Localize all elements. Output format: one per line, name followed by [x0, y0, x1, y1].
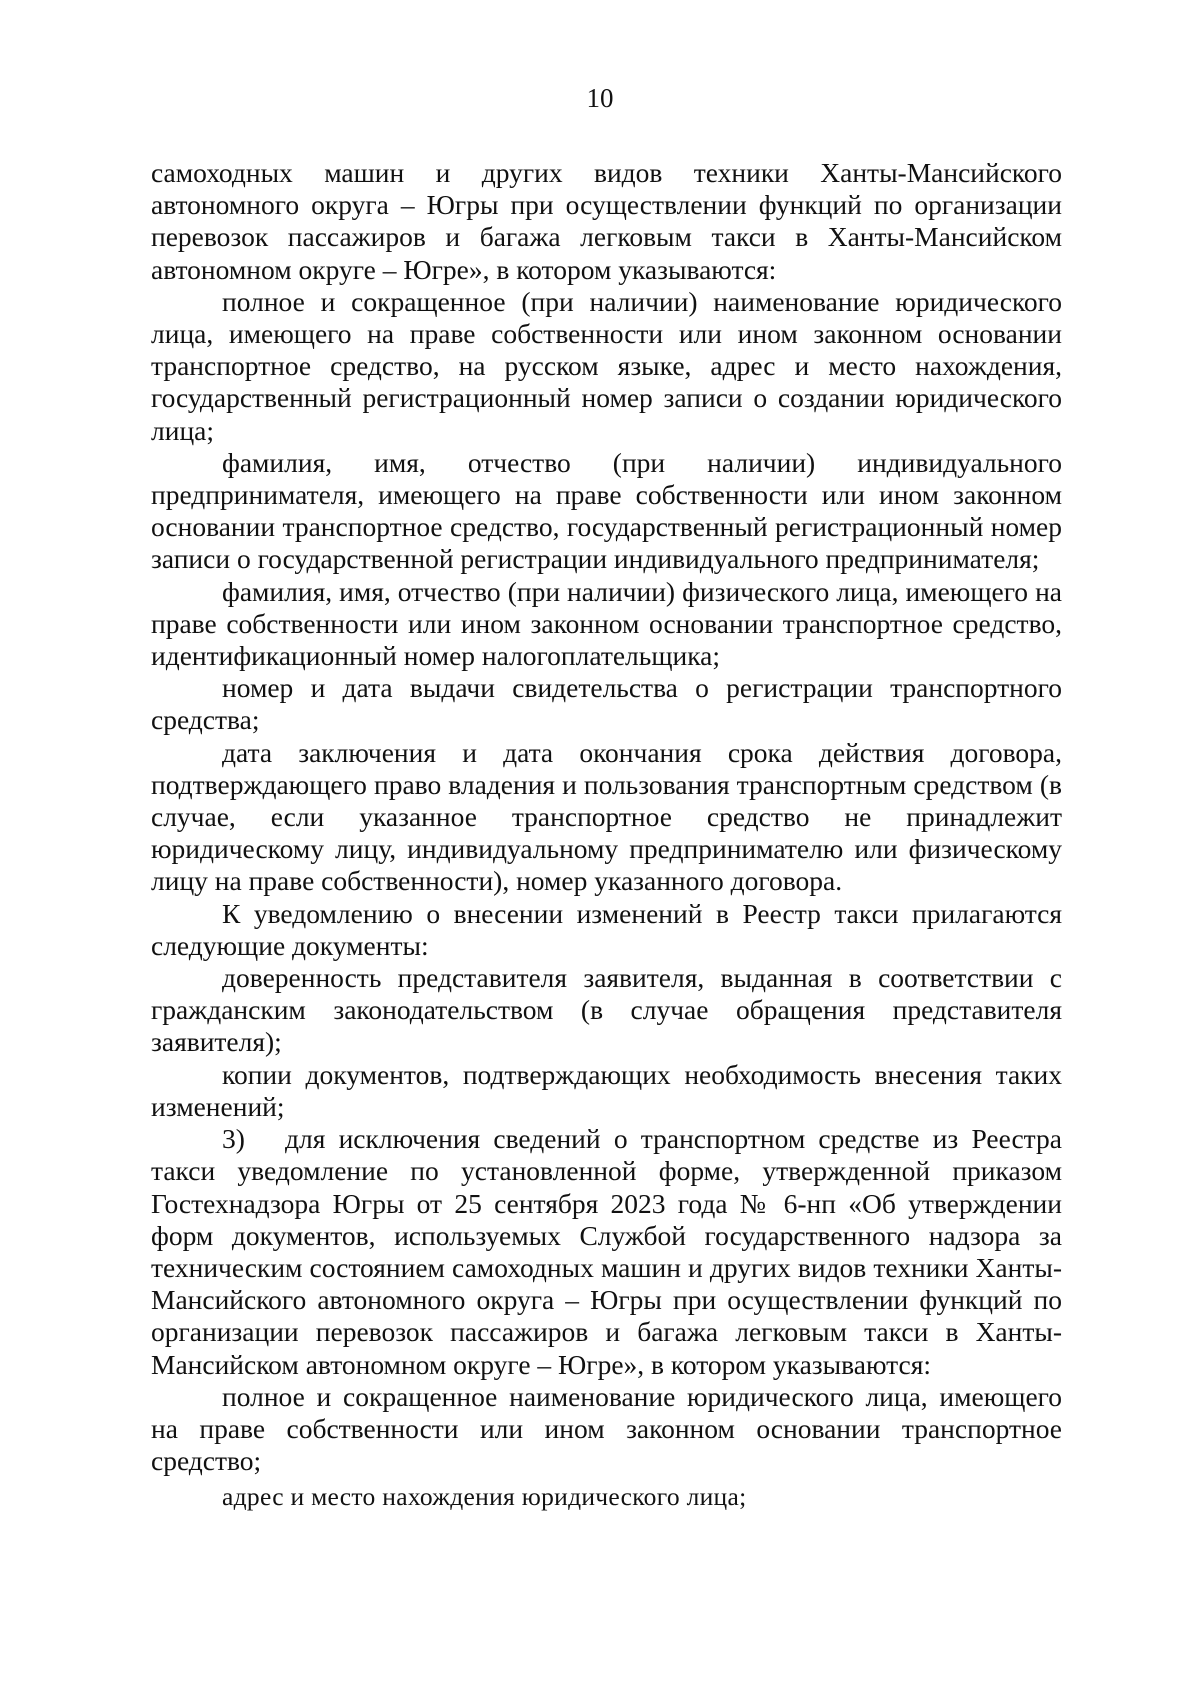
item-number: 3) [222, 1123, 245, 1155]
paragraph-legal-entity-name: полное и сокращенное (при наличии) наименование юридического лица, имеющего на праве собственности или ином законном основании транспортное средство, на русском языке, адрес и место нахождения, государственный регистрационный номер записи о создании юридического лица; [151, 285, 1062, 446]
document-body [151, 157, 1062, 1514]
paragraph-attached-documents: К уведомлению о внесении изменений в Реестр такси прилагаются следующие документы: [151, 897, 1062, 961]
paragraph-contract-dates: дата заключения и дата окончания срока действия договора, подтверждающего право владения и пользования транспортным средством (в случае, если указанное транспортное средство не принадлежит юридическому лицу, индивидуальному предпринимателю или физическому лицу на праве собственности), номер указанного договора. [151, 736, 1062, 897]
paragraph-full-short-name: полное и сокращенное наименование юридического лица, имеющего на праве собственности или ином законном основании транспортное средство; [151, 1380, 1062, 1477]
paragraph-continuation: самоходных машин и других видов техники Ханты-Мансийского автономного округа – Югры при осуществлении функций по организации перевозок пассажиров и багажа легковым такси в Ханты-Мансийском автономном округе – Югре», в котором указываются: [151, 157, 1062, 285]
paragraph-power-of-attorney: доверенность представителя заявителя, выданная в соответствии с гражданским законодательством (в случае обращения представителя заявителя); [151, 962, 1062, 1058]
paragraph-document-copies: копии документов, подтверждающих необходимость внесения таких изменений; [151, 1058, 1062, 1122]
item-3-text: для исключения сведений о транспортном средстве из Реестра такси уведомление по установленной форме, утвержденной приказом Гостехнадзора Югры от 25 сентября 2023 года № 6-нп «Об утверждении форм документов, используемых Службой государственного надзора за техническим состоянием самоходных машин и других видов техники Ханты-Мансийского автономного округа – Югры при осуществлении функций по организации перевозок пассажиров и багажа легковым такси в Ханты-Мансийском автономном округе – Югре», в котором указываются: [151, 1123, 1062, 1380]
paragraph-address: адрес и место нахождения юридического лица; [222, 1482, 747, 1512]
paragraph-item-3 [151, 1123, 1062, 1381]
paragraph-registration-certificate: номер и дата выдачи свидетельства о регистрации транспортного средства; [151, 672, 1062, 736]
paragraph-individual-name: фамилия, имя, отчество (при наличии) физического лица, имеющего на праве собственности или ином законном основании транспортное средство, идентификационный номер налогоплательщика; [151, 575, 1062, 672]
paragraph-entrepreneur-name: фамилия, имя, отчество (при наличии) индивидуального предпринимателя, имеющего на праве собственности или ином законном основании транспортное средство, государственный регистрационный номер записи о государственной регистрации индивидуального предпринимателя; [151, 446, 1062, 575]
page-number: 10 [586, 83, 614, 113]
